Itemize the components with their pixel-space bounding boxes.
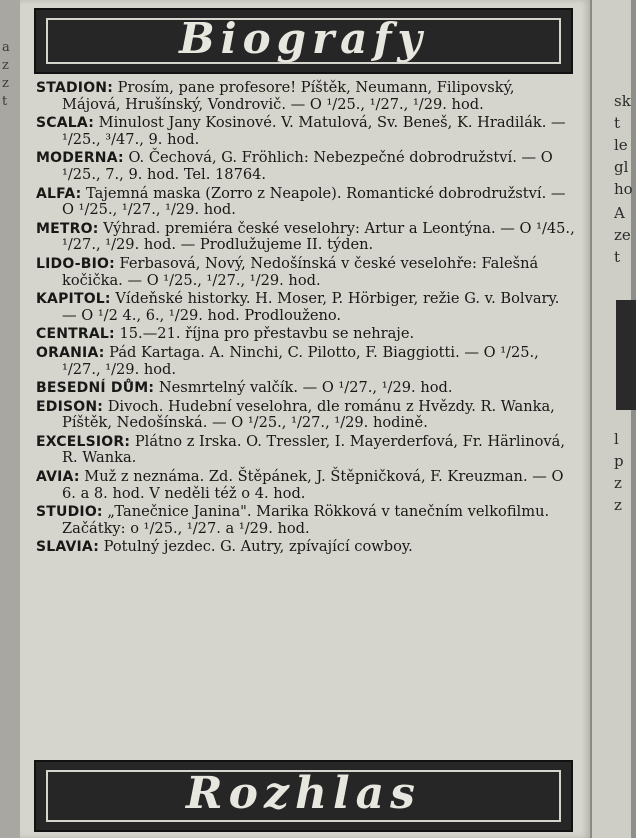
page-fragment: t: [614, 114, 621, 132]
listing-text: 15.—21. října pro přestavbu se nehraje.: [114, 325, 415, 343]
cinema-listings: [36, 80, 576, 558]
listing-text: Pád Kartaga. A. Ninchi, C. Pilotto, F. Biaggiotti. — O ¹/25., ¹/27., ¹/29. hod.: [62, 343, 539, 378]
margin-fragment: z: [2, 76, 9, 91]
cinema-name: EDISON:: [36, 398, 104, 415]
listing-entry: [36, 469, 576, 502]
listing-text: „Tanečnice Janina". Marika Rökková v tanečním velkofilmu. Začátky: o ¹/25., ¹/27. a ¹/29. hod.: [62, 503, 550, 537]
listing-text: O. Čechová, G. Fröhlich: Nebezpečné dobrodružství. — O ¹/25., 7., 9. hod. Tel. 18764.: [62, 149, 553, 183]
listing-text: Vídeňské historky. H. Moser, P. Hörbiger, režie G. v. Bolvary. — O ¹/2 4., 6., ¹/29. hod. Prodlouženo.: [62, 290, 560, 324]
cinema-name: STADION:: [36, 80, 114, 96]
page-fragment: l: [614, 430, 619, 448]
listing-entry: [36, 399, 576, 432]
page-fragment: A: [614, 204, 625, 222]
rozhlas-title: Rozhlas: [186, 768, 421, 819]
page-fragment: z: [614, 496, 622, 514]
biografy-title: Biografy: [179, 14, 428, 63]
listing-entry: [36, 504, 576, 537]
listing-entry: [36, 380, 576, 397]
cinema-name: BESEDNÍ DŮM:: [36, 380, 155, 397]
listing-entry: [36, 221, 576, 254]
listing-text: Potulný jezdec. G. Autry, zpívající cowboy.: [99, 538, 413, 556]
cinema-name: KAPITOL:: [36, 291, 111, 308]
page-fragment: z: [614, 474, 622, 492]
listing-entry: [36, 345, 576, 378]
listing-text: Tajemná maska (Zorro z Neapole). Romantické dobrodružství. — O ¹/25., ¹/27., ¹/29. hod.: [62, 184, 566, 219]
margin-fragment: a: [2, 40, 10, 55]
rozhlas-header-banner: [34, 760, 573, 832]
listing-entry: [36, 256, 576, 289]
adjacent-page: [590, 0, 631, 838]
margin-fragment: t: [2, 94, 8, 109]
listing-entry: [36, 115, 576, 148]
listing-entry: [36, 186, 576, 219]
page-fragment: le: [614, 136, 628, 154]
listing-text: Plátno z Irska. O. Tressler, I. Mayerderfová, Fr. Härlinová, R. Wanka.: [62, 432, 565, 467]
listing-entry: [36, 539, 576, 556]
cinema-name: MODERNA:: [36, 150, 124, 167]
page-fragment: gl: [614, 158, 629, 176]
cinema-name: ALFA:: [36, 185, 82, 202]
listing-text: Muž z neznáma. Zd. Štěpánek, J. Štěpničková, F. Kreuzman. — O 6. a 8. hod. V neděli též o 4. hod.: [62, 468, 564, 502]
listing-entry: [36, 434, 576, 467]
page-fragment: p: [614, 452, 624, 470]
dark-block: [616, 300, 636, 410]
cinema-name: SLAVIA:: [36, 539, 100, 556]
listing-entry: [36, 80, 576, 113]
page-fragment: ho: [614, 180, 633, 198]
listing-entry: [36, 326, 576, 343]
cinema-name: STUDIO:: [36, 504, 103, 521]
biografy-header-banner: [34, 8, 573, 74]
page-fragment: ze: [614, 226, 631, 244]
page-fragment: t: [614, 248, 621, 266]
cinema-name: LIDO-BIO:: [36, 255, 115, 272]
listing-entry: [36, 150, 576, 183]
listing-text: Prosím, pane profesore! Píštěk, Neumann, Filipovský, Májová, Hrušínský, Vondrovič. — O ¹/25., ¹/27., ¹/29. hod.: [62, 79, 515, 113]
cinema-name: METRO:: [36, 220, 99, 237]
listing-entry: [36, 291, 576, 324]
listing-text: Minulost Jany Kosinové. V. Matulová, Sv. Beneš, K. Hradilák. — ¹/25., ³/47., 9. hod.: [62, 114, 566, 148]
newspaper-page: [20, 0, 590, 838]
cinema-name: SCALA:: [36, 115, 95, 132]
left-page-edge: [0, 0, 21, 838]
margin-fragment: z: [2, 58, 9, 73]
listing-text: Výhrad. premiéra české veselohry: Artur a Leontýna. — O ¹/45., ¹/27., ¹/29. hod. — Prodlužujeme II. týden.: [62, 219, 575, 254]
cinema-name: AVIA:: [36, 469, 80, 486]
listing-text: Divoch. Hudební veselohra, dle románu z Hvězdy. R. Wanka, Píštěk, Nedošínská. — O ¹/25., ¹/27., ¹/29. hodině.: [62, 397, 555, 432]
listing-text: Nesmrtelný valčík. — O ¹/27., ¹/29. hod.: [154, 379, 453, 397]
cinema-name: ORANIA:: [36, 344, 105, 361]
page-fragment: sk: [614, 92, 631, 110]
listing-text: Ferbasová, Nový, Nedošínská v české veselohře: Falešná kočička. — O ¹/25., ¹/27., ¹/29. hod.: [62, 254, 539, 289]
cinema-name: EXCELSIOR:: [36, 433, 131, 450]
cinema-name: CENTRAL:: [36, 326, 115, 343]
